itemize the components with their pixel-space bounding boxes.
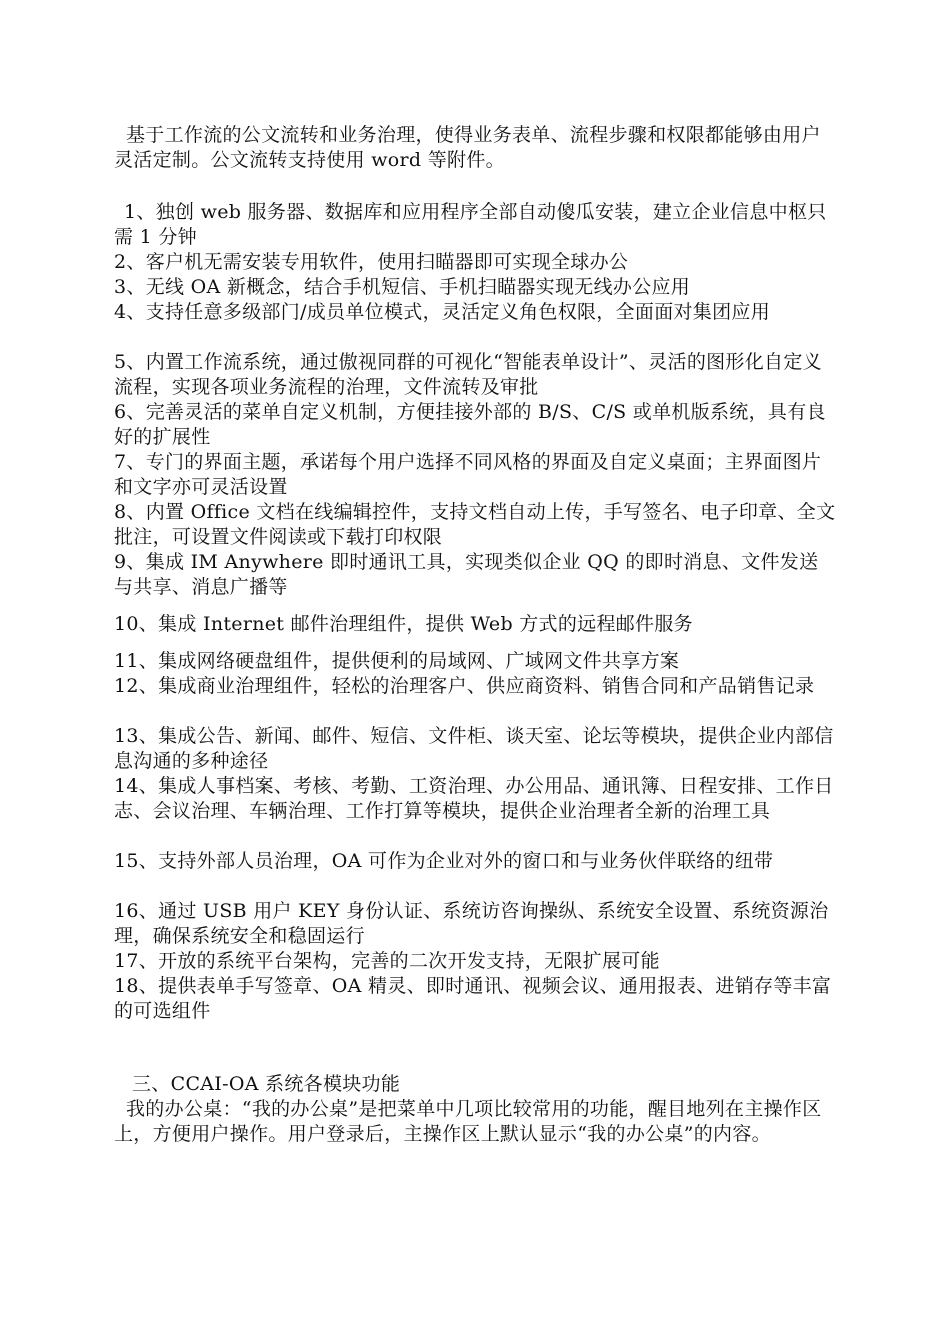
feature-item-2: 2、客户机无需安装专用软件，使用扫瞄器即可实现全球办公 <box>114 251 629 273</box>
feature-item-6: 6、完善灵活的菜单自定义机制，方便挂接外部的 B/S、C/S 或单机版系统，具有良好的扩展性 <box>114 401 826 448</box>
intro-paragraph: 基于工作流的公文流转和业务治理，使得业务表单、流程步骤和权限都能够由用户灵活定制。公文流转支持使用 word 等附件。 <box>114 124 821 171</box>
feature-item-16: 16、通过 USB 用户 KEY 身份认证、系统访咨询操纵、系统安全设置、系统资源治理，确保系统安全和稳固运行 <box>114 900 829 947</box>
feature-item-5: 5、内置工作流系统，通过傲视同群的可视化“智能表单设计”、灵活的图形化自定义流程，实现各项业务流程的治理，文件流转及审批 <box>114 351 822 398</box>
feature-item-8: 8、内置 Office 文档在线编辑控件，支持文档自动上传，手写签名、电子印章、全文批注，可设置文件阅读或下载打印权限 <box>114 501 836 548</box>
section-body: 我的办公桌：“我的办公桌”是把菜单中几项比较常用的功能，醒目地列在主操作区上，方便用户操作。用户登录后，主操作区上默认显示“我的办公桌”的内容。 <box>114 1098 822 1145</box>
feature-item-1: 1、独创 web 服务器、数据库和应用程序全部自动傻瓜安装，建立企业信息中枢只需 1 分钟 <box>114 201 827 248</box>
feature-item-13: 13、集成公告、新闻、邮件、短信、文件柜、谈天室、论坛等模块，提供企业内部信息沟通的多种途径 <box>114 725 834 772</box>
feature-item-14: 14、集成人事档案、考核、考勤、工资治理、办公用品、通讯簿、日程安排、工作日志、会议治理、车辆治理、工作打算等模块，提供企业治理者全新的治理工具 <box>114 775 834 822</box>
feature-item-9: 9、集成 IM Anywhere 即时通讯工具，实现类似企业 QQ 的即时消息、文件发送与共享、消息广播等 <box>114 551 819 598</box>
feature-item-18: 18、提供表单手写签章、OA 精灵、即时通讯、视频会议、通用报表、进销存等丰富的可选组件 <box>114 975 832 1022</box>
feature-item-10: 10、集成 Internet 邮件治理组件，提供 Web 方式的远程邮件服务 <box>114 613 693 635</box>
feature-item-17: 17、开放的系统平台架构，完善的二次开发支持，无限扩展可能 <box>114 950 660 972</box>
feature-item-7: 7、专门的界面主题，承诺每个用户选择不同风格的界面及自定义桌面；主界面图片和文字亦可灵活设置 <box>114 451 822 498</box>
feature-item-12: 12、集成商业治理组件，轻松的治理客户、供应商资料、销售合同和产品销售记录 <box>114 675 815 697</box>
feature-item-3: 3、无线 OA 新概念，结合手机短信、手机扫瞄器实现无线办公应用 <box>114 276 691 298</box>
section-heading: 三、CCAI-OA 系统各模块功能 <box>132 1073 401 1095</box>
feature-item-4: 4、支持任意多级部门/成员单位模式，灵活定义角色权限，全面面对集团应用 <box>114 301 770 323</box>
feature-item-11: 11、集成网络硬盘组件，提供便利的局域网、广域网文件共享方案 <box>114 650 680 672</box>
feature-item-15: 15、支持外部人员治理，OA 可作为企业对外的窗口和与业务伙伴联络的纽带 <box>114 850 774 872</box>
